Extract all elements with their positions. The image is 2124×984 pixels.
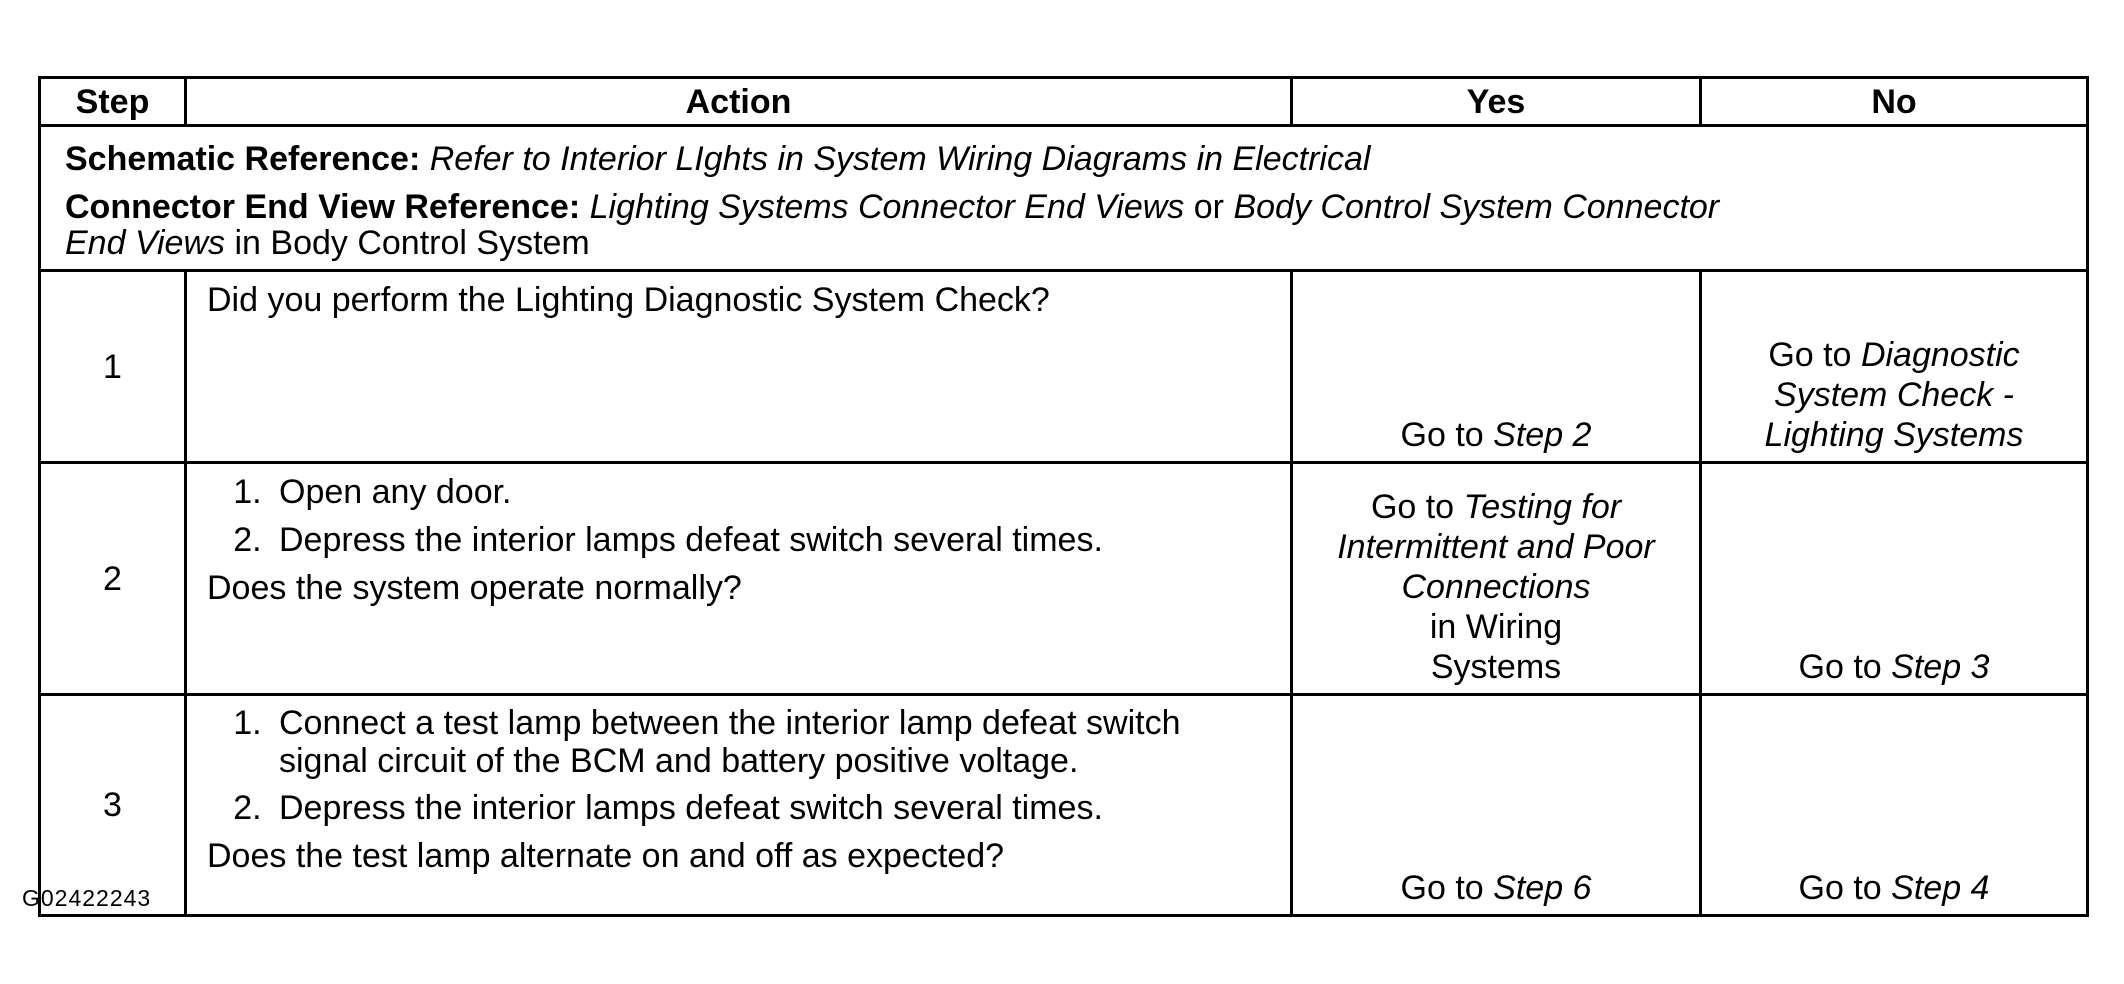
- no-prefix: Go to: [1768, 336, 1852, 374]
- no-cell: [1701, 271, 2088, 463]
- diagnostic-table: [38, 76, 2089, 917]
- reference-cell: [40, 126, 2088, 271]
- no-reference-link-3[interactable]: Lighting Systems: [1764, 416, 2024, 454]
- yes-reference-link-1[interactable]: Testing for: [1463, 488, 1622, 526]
- schematic-reference-text: Refer to Interior LIghts in System Wiring Diagrams in Electrical: [429, 140, 1371, 178]
- yes-suffix-1: in Wiring: [1429, 608, 1563, 646]
- action-question: Did you perform the Lighting Diagnostic System Check?: [207, 281, 1050, 319]
- action-item: 1. Open any door.: [271, 472, 1270, 512]
- reference-row: [40, 126, 2088, 271]
- connector-reference-or: or: [1193, 188, 1224, 226]
- yes-suffix-2: Systems: [1430, 648, 1562, 686]
- header-yes: Yes: [1292, 78, 1701, 126]
- action-list: [207, 704, 1270, 828]
- header-no: No: [1701, 78, 2088, 126]
- no-reference-link-1[interactable]: Diagnostic: [1860, 336, 2020, 374]
- connector-reference-suffix: in Body Control System: [234, 224, 590, 262]
- no-step-link[interactable]: Step 3: [1891, 648, 1990, 686]
- header-step: Step: [40, 78, 186, 126]
- connector-reference: [65, 189, 2066, 261]
- no-prefix: Go to: [1798, 869, 1882, 907]
- no-cell: [1701, 695, 2088, 916]
- step-number: 1: [40, 271, 186, 463]
- schematic-reference: [65, 139, 2066, 179]
- action-cell: [186, 271, 1292, 463]
- yes-prefix: Go to: [1370, 488, 1455, 526]
- action-item: 2. Depress the interior lamps defeat switch several times.: [271, 520, 1270, 560]
- connector-reference-part2b: End Views: [65, 224, 226, 262]
- step-number: 3: [40, 695, 186, 916]
- connector-reference-part1: Lighting Systems Connector End Views: [589, 188, 1185, 226]
- yes-step-link[interactable]: Step 6: [1493, 869, 1592, 907]
- yes-cell: [1292, 271, 1701, 463]
- header-row: [40, 78, 2088, 126]
- yes-reference-link-3[interactable]: Connections: [1401, 568, 1591, 606]
- header-action: Action: [186, 78, 1292, 126]
- no-reference-link-2[interactable]: System Check -: [1774, 376, 2014, 414]
- yes-step-link[interactable]: Step 2: [1493, 416, 1592, 454]
- yes-cell: [1292, 695, 1701, 916]
- action-cell: [186, 463, 1292, 695]
- yes-prefix: Go to: [1400, 869, 1484, 907]
- action-cell: [186, 695, 1292, 916]
- connector-reference-label: Connector End View Reference:: [65, 188, 581, 226]
- connector-reference-part2a: Body Control System Connector: [1233, 188, 1720, 226]
- action-question: Does the system operate normally?: [207, 569, 742, 607]
- no-prefix: Go to: [1798, 648, 1882, 686]
- action-list: [207, 472, 1270, 560]
- figure-id: G02422243: [22, 885, 152, 911]
- action-item: 2. Depress the interior lamps defeat switch several times.: [271, 788, 1270, 828]
- step-number: 2: [40, 463, 186, 695]
- table-row: [40, 271, 2088, 463]
- action-question: Does the test lamp alternate on and off as expected?: [207, 837, 1005, 875]
- table-row: [40, 463, 2088, 695]
- yes-prefix: Go to: [1400, 416, 1484, 454]
- yes-reference-link-2[interactable]: Intermittent and Poor: [1337, 528, 1655, 566]
- schematic-reference-label: Schematic Reference:: [65, 140, 421, 178]
- no-step-link[interactable]: Step 4: [1891, 869, 1990, 907]
- action-item: 1. Connect a test lamp between the interior lamp defeat switch signal circuit of the BCM and battery positive voltage.: [271, 704, 1270, 780]
- table-row: [40, 695, 2088, 916]
- yes-cell: [1292, 463, 1701, 695]
- no-cell: [1701, 463, 2088, 695]
